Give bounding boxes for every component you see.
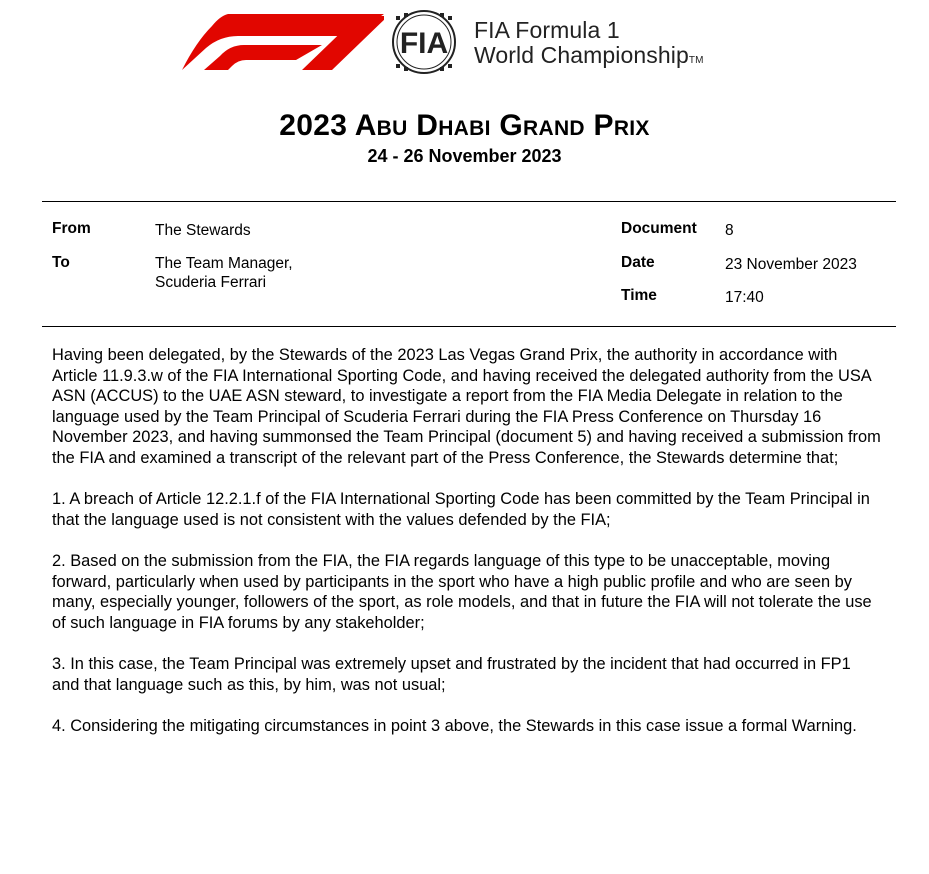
document-label: Document: [621, 220, 697, 237]
championship-line1: FIA Formula 1: [474, 17, 620, 43]
time-label: Time: [621, 287, 657, 304]
event-title: 2023 Abu Dhabi Grand Prix: [279, 109, 650, 142]
championship-line2: World ChampionshipTM: [474, 42, 704, 68]
to-value: [155, 254, 293, 292]
point-1: 1. A breach of Article 12.2.1.f of the FIA International Sporting Code has been committed by the Team Principal in that the language used is not consistent with the values defended by the FIA;: [52, 490, 870, 529]
championship-wordmark: [474, 18, 704, 73]
from-value: The Stewards: [155, 222, 251, 239]
divider-top: [42, 201, 896, 202]
trademark: TM: [688, 55, 704, 66]
to-value-line1: The Team Manager,: [155, 255, 293, 272]
to-value-line2: Scuderia Ferrari: [155, 274, 267, 291]
f1-logo: [182, 14, 384, 70]
point-2: 2. Based on the submission from the FIA, the FIA regards language of this type to be unacceptable, moving forward, particularly when used by participants in the sport who have a high public profile and who are seen by many, especially younger, followers of the sport, as role models, and that in future the FIA will not tolerate the use of such language in FIA forums by any stakeholder;: [52, 552, 872, 632]
date-value: 23 November 2023: [725, 256, 857, 273]
from-label: From: [52, 220, 91, 237]
divider-bottom: [42, 326, 896, 327]
document-value: 8: [725, 222, 734, 239]
fia-badge-text: FIA: [399, 27, 449, 60]
event-dates: 24 - 26 November 2023: [367, 146, 562, 166]
time-value: 17:40: [725, 289, 764, 306]
document-header: [0, 0, 929, 90]
intro-paragraph: Having been delegated, by the Stewards of the 2023 Las Vegas Grand Prix, the authority in accordance with Article 11.9.3.w of the FIA International Sporting Code, and having received the delegated authority from the USA ASN (ACCUS) to the UAE ASN steward, to investigate a report from the FIA Media Delegate in relation to the language used by the Team Principal of Scuderia Ferrari during the FIA Press Conference on Thursday 16 November 2023, and having summonsed the Team Principal (document 5) and having received a submission from the FIA and examined a transcript of the relevant part of the Press Conference, the Stewards determine that;: [52, 346, 881, 467]
to-label: To: [52, 254, 70, 271]
date-label: Date: [621, 254, 655, 271]
fia-badge-icon: [381, 10, 467, 74]
point-4: 4. Considering the mitigating circumstances in point 3 above, the Stewards in this case issue a formal Warning.: [52, 717, 857, 735]
decision-body: [52, 345, 882, 758]
point-3: 3. In this case, the Team Principal was extremely upset and frustrated by the incident that had occurred in FP1 and that language such as this, by him, was not usual;: [52, 655, 851, 694]
